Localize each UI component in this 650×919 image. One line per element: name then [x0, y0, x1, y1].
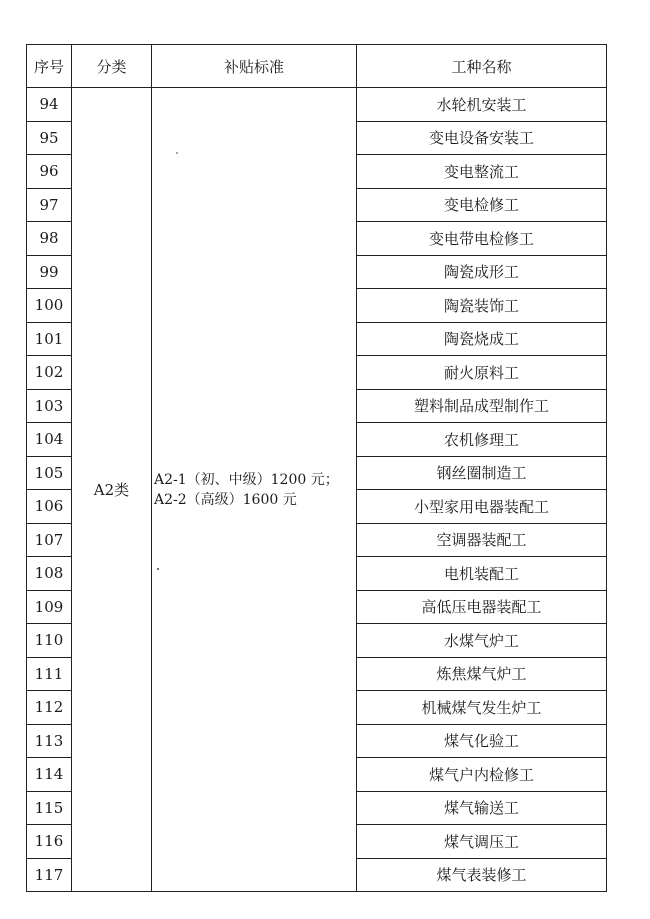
job-title: 钢丝圈制造工 — [357, 456, 607, 490]
job-title: 煤气表装修工 — [357, 858, 607, 892]
table-body — [27, 88, 607, 892]
job-title: 煤气化验工 — [357, 724, 607, 758]
job-title: 耐火原料工 — [357, 356, 607, 390]
header-category: 分类 — [72, 45, 152, 88]
job-title: 高低压电器装配工 — [357, 590, 607, 624]
row-number: 117 — [27, 858, 72, 892]
row-number: 108 — [27, 557, 72, 591]
job-title: 空调器装配工 — [357, 523, 607, 557]
table-row — [27, 88, 607, 122]
job-title: 陶瓷成形工 — [357, 255, 607, 289]
job-title: 农机修理工 — [357, 423, 607, 457]
job-title: 变电带电检修工 — [357, 222, 607, 256]
row-number: 104 — [27, 423, 72, 457]
row-number: 110 — [27, 624, 72, 658]
row-number: 113 — [27, 724, 72, 758]
row-number: 105 — [27, 456, 72, 490]
subsidy-standard-line: A2-2（高级）1600 元 — [154, 491, 297, 508]
job-title: 水煤气炉工 — [357, 624, 607, 658]
row-number: 100 — [27, 289, 72, 323]
row-number: 102 — [27, 356, 72, 390]
subsidy-standard-line: A2-1（初、中级）1200 元； — [154, 471, 339, 488]
row-number: 106 — [27, 490, 72, 524]
row-number: 103 — [27, 389, 72, 423]
stray-dot-mark — [157, 568, 159, 570]
row-number: 115 — [27, 791, 72, 825]
row-number: 107 — [27, 523, 72, 557]
job-title: 煤气调压工 — [357, 825, 607, 859]
job-title: 煤气输送工 — [357, 791, 607, 825]
row-number: 116 — [27, 825, 72, 859]
job-title: 小型家用电器装配工 — [357, 490, 607, 524]
row-number: 96 — [27, 155, 72, 189]
row-number: 94 — [27, 88, 72, 122]
row-number: 95 — [27, 121, 72, 155]
job-title: 炼焦煤气炉工 — [357, 657, 607, 691]
job-title: 机械煤气发生炉工 — [357, 691, 607, 725]
subsidy-table — [26, 44, 607, 892]
job-title: 煤气户内检修工 — [357, 758, 607, 792]
job-title: 变电检修工 — [357, 188, 607, 222]
row-number: 109 — [27, 590, 72, 624]
job-title: 陶瓷装饰工 — [357, 289, 607, 323]
header-name: 工种名称 — [357, 45, 607, 88]
job-title: 变电整流工 — [357, 155, 607, 189]
header-no: 序号 — [27, 45, 72, 88]
row-number: 101 — [27, 322, 72, 356]
scan-speck-mark — [176, 152, 178, 154]
category-cell: A2类 — [72, 88, 152, 892]
subsidy-standard-cell — [152, 88, 357, 892]
header-standard: 补贴标准 — [152, 45, 357, 88]
row-number: 114 — [27, 758, 72, 792]
row-number: 98 — [27, 222, 72, 256]
job-title: 陶瓷烧成工 — [357, 322, 607, 356]
row-number: 99 — [27, 255, 72, 289]
row-number: 97 — [27, 188, 72, 222]
header-row — [27, 45, 607, 88]
job-title: 水轮机安装工 — [357, 88, 607, 122]
row-number: 112 — [27, 691, 72, 725]
job-title: 塑料制品成型制作工 — [357, 389, 607, 423]
job-title: 电机装配工 — [357, 557, 607, 591]
row-number: 111 — [27, 657, 72, 691]
job-title: 变电设备安装工 — [357, 121, 607, 155]
